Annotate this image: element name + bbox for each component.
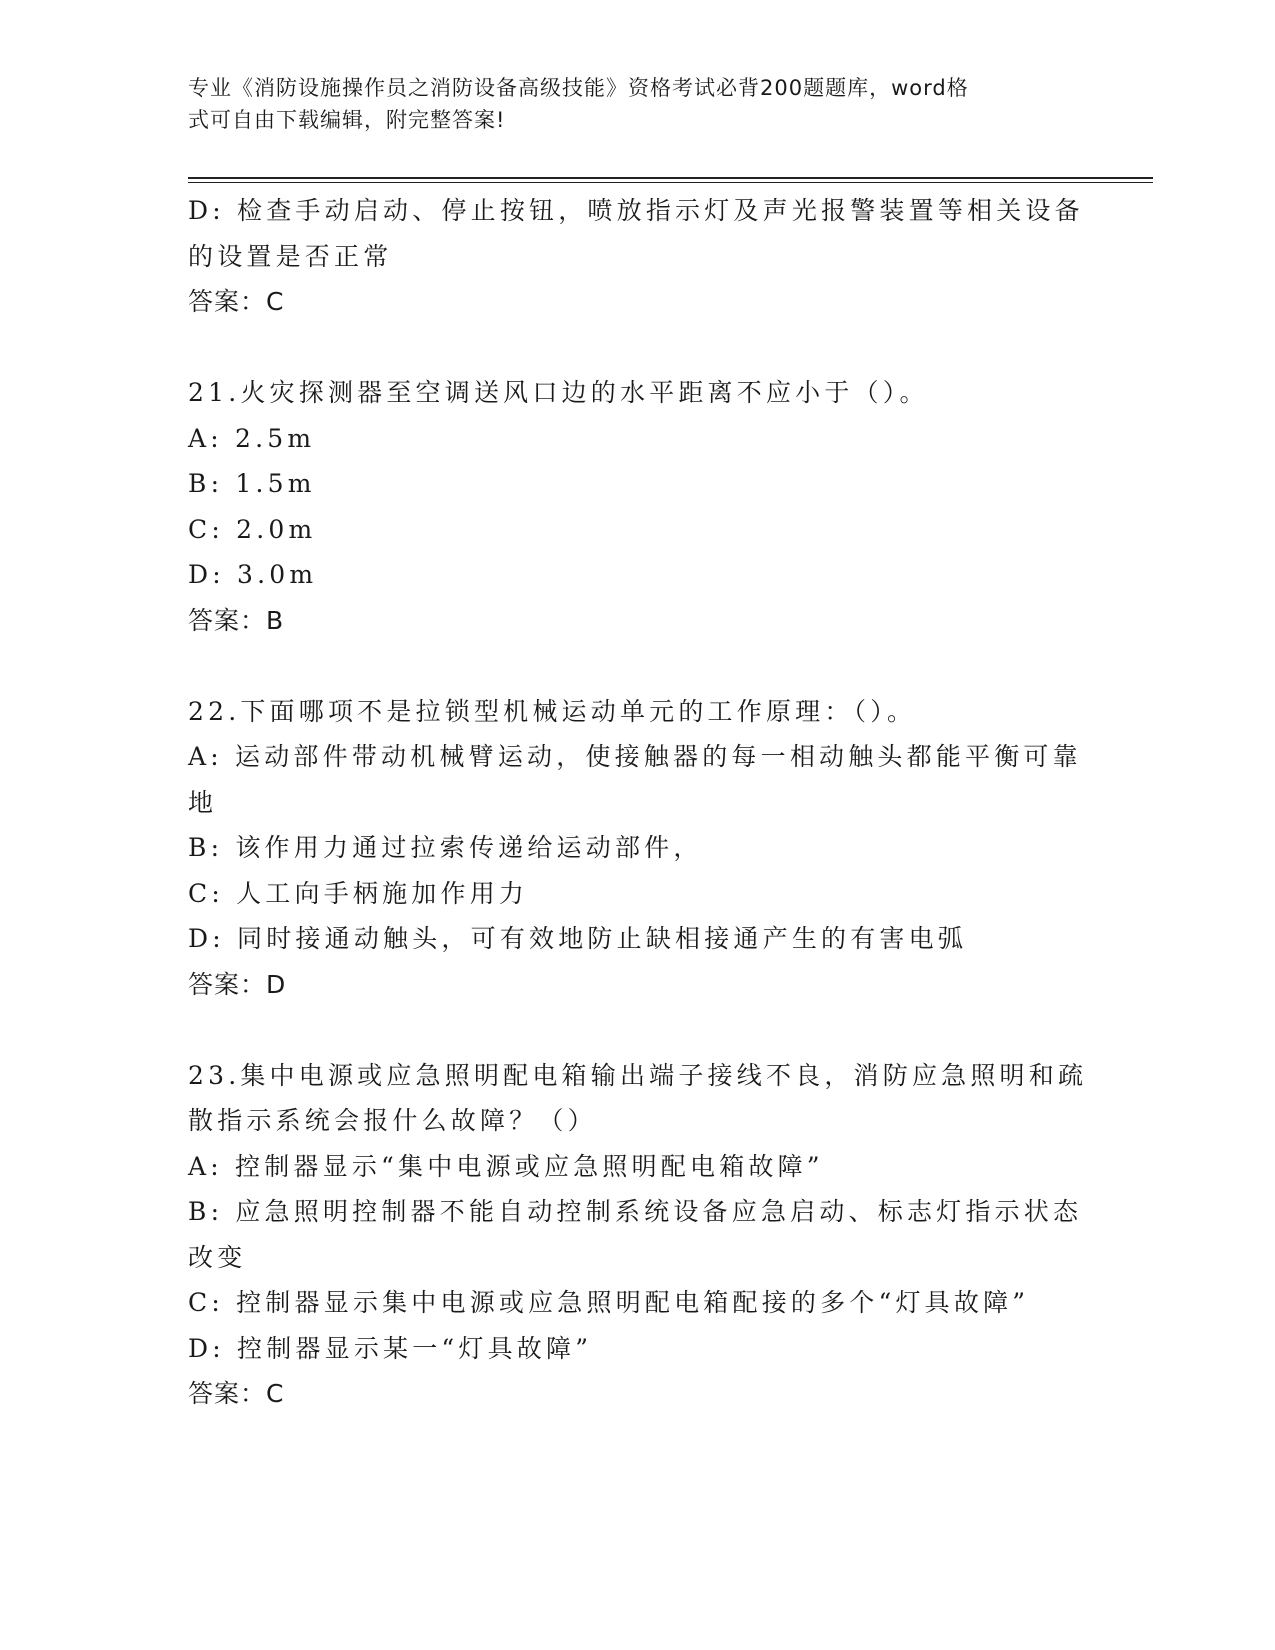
answer-line: 答案：B (188, 605, 285, 635)
question-21 (188, 370, 1083, 643)
option-a: A: 控制器显示“集中电源或应急照明配电箱故障” (188, 1151, 824, 1181)
option-a: A: 2.5m (188, 423, 316, 453)
option-d: D: 3.0m (188, 560, 318, 589)
header-divider (188, 177, 1153, 179)
question-23 (188, 1053, 1088, 1417)
document-header (188, 72, 1068, 136)
header-line: 式可自由下载编辑，附完整答案! (188, 108, 506, 132)
question-stem: 22.下面哪项不是拉锁型机械运动单元的工作原理：（）。 (188, 696, 917, 726)
option-c: C: 2.0m (188, 514, 317, 544)
answer-line: 答案：D (188, 969, 287, 999)
question-stem: 21.火灾探测器至空调送风口边的水平距离不应小于（）。 (188, 378, 929, 407)
previous-question-tail (188, 188, 1083, 325)
option-d-continued: 的设置是否正常 (188, 241, 393, 271)
option-b: B: 该作用力通过拉索传递给运动部件， (188, 833, 703, 862)
answer-line: 答案：C (188, 287, 285, 316)
option-d: D: 同时接通动触头，可有效地防止缺相接通产生的有害电弧 (188, 924, 968, 953)
question-stem: 23.集中电源或应急照明配电箱输出端子接线不良，消防应急照明和疏 (188, 1060, 1088, 1090)
option-a: A: 运动部件带动机械臂运动，使接触器的每一相动触头都能平衡可靠 (188, 742, 1082, 771)
question-22 (188, 689, 1083, 1008)
option-d: D: 检查手动启动、停止按钮，喷放指示灯及声光报警装置等相关设备 (188, 196, 1084, 225)
option-b-continued: 改变 (188, 1242, 247, 1272)
question-stem-continued: 散指示系统会报什么故障？（） (188, 1106, 597, 1135)
answer-line: 答案：C (188, 1379, 285, 1408)
option-a-continued: 地 (188, 787, 218, 817)
option-d: D: 控制器显示某一“灯具故障” (188, 1333, 593, 1363)
option-c: C: 人工向手柄施加作用力 (188, 878, 529, 908)
question-body (188, 188, 1088, 1417)
spacer (188, 325, 1083, 371)
header-divider-thin (188, 182, 1153, 183)
spacer (188, 643, 1083, 689)
header-line: 专业《消防设施操作员之消防设备高级技能》资格考试必背200题题库，word格 (188, 76, 969, 100)
spacer (188, 1007, 1083, 1053)
option-b: B: 1.5m (188, 469, 316, 498)
option-c: C: 控制器显示集中电源或应急照明配电箱配接的多个“灯具故障” (188, 1288, 1030, 1317)
option-b: B: 应急照明控制器不能自动控制系统设备应急启动、标志灯指示状态 (188, 1197, 1083, 1226)
